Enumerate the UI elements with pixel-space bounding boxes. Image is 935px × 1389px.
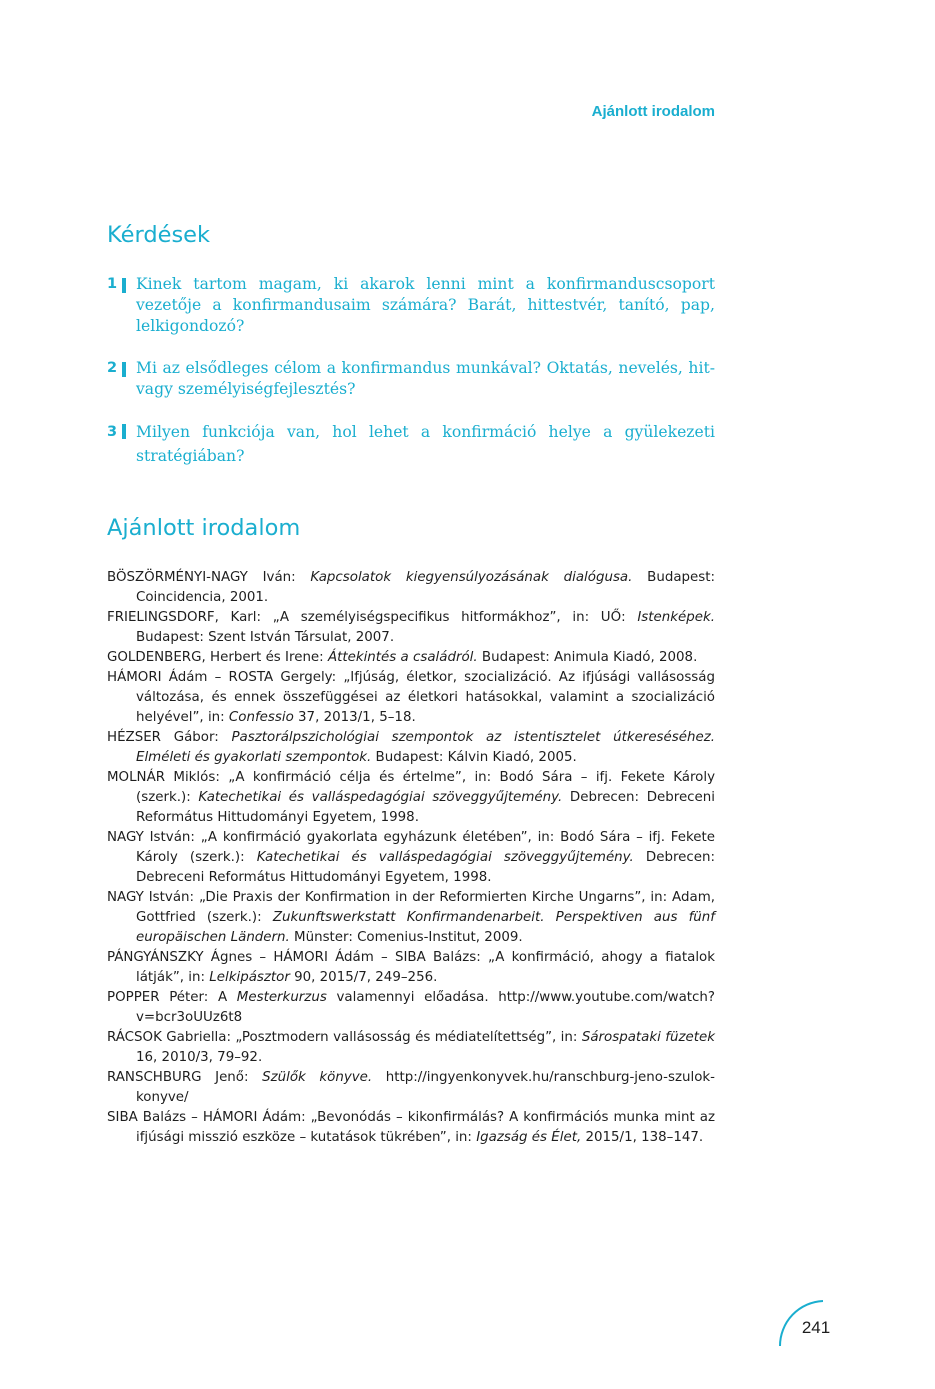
question-item bbox=[107, 274, 715, 337]
question-marker bbox=[122, 278, 126, 293]
bibliography-entry: MOLNÁR Miklós: „A konfirmáció célja és értelme”, in: Bodó Sára – ifj. Fekete Károly (szerk.): Katechetikai és valláspedagógiai szöveggyűjtemény. Debrecen: Debreceni Református Hittudományi Egyetem, 1998. bbox=[107, 770, 715, 825]
question-number: 3 bbox=[107, 424, 118, 440]
bibliography-entry: HÉZSER Gábor: Pasztorálpszichológiai szempontok az istentisztelet útkereséséhez. Elméleti és gyakorlati szempontok. Budapest: Kálvin Kiadó, 2005. bbox=[107, 730, 715, 765]
questions-section-title: Kérdések bbox=[107, 222, 211, 248]
bibliography-entry: POPPER Péter: A Mesterkurzus valamennyi előadása. http://www.youtube.com/watch?v=bcr3oUUz6t8 bbox=[107, 990, 715, 1025]
page-number: 241 bbox=[801, 1318, 831, 1337]
bibliography-entry: NAGY István: „A konfirmáció gyakorlata egyházunk életében”, in: Bodó Sára – ifj. Fekete Károly (szerk.): Katechetikai és valláspedagógiai szöveggyűjtemény. Debrecen: Debreceni Református Hittudományi Egyetem, 1998. bbox=[107, 830, 715, 885]
literature-section-title: Ajánlott irodalom bbox=[107, 515, 301, 541]
running-head: Ajánlott irodalom bbox=[591, 103, 715, 120]
question-item bbox=[107, 420, 715, 468]
question-item bbox=[107, 358, 715, 400]
bibliography-entry: RÁCSOK Gabriella: „Posztmodern vallásosság és médiatelítettség”, in: Sárospataki füzetek 16, 2010/3, 79–92. bbox=[107, 1030, 715, 1065]
question-marker bbox=[122, 424, 126, 439]
question-number: 2 bbox=[107, 360, 118, 376]
bibliography-list bbox=[107, 568, 715, 1148]
bibliography-entry: NAGY István: „Die Praxis der Konfirmation in der Reformierten Kirche Ungarns”, in: Adam, Gottfried (szerk.): Zukunftswerkstatt Konfirmandenarbeit. Perspektiven aus fünf europäischen Ländern. Münster: Comenius-Institut, 2009. bbox=[107, 890, 715, 945]
question-text: Kinek tartom magam, ki akarok lenni mint a konfirmanduscsoport vezetője a konfirmandusaim számára? Barát, hittestvér, tanító, pap, lelkigondozó? bbox=[136, 275, 715, 335]
question-number: 1 bbox=[107, 276, 118, 292]
bibliography-entry: FRIELINGSDORF, Karl: „A személyiségspecifikus hitformákhoz”, in: UŐ: Istenképek. Budapest: Szent István Társulat, 2007. bbox=[107, 610, 715, 645]
bibliography-entry: HÁMORI Ádám – ROSTA Gergely: „Ifjúság, életkor, szocializáció. Az ifjúsági vallásosság változása, és ennek összefüggései az életkori hatásokkal, valamint a szocializáció helyével”, in: Confessio 37, 2013/1, 5–18. bbox=[107, 670, 715, 725]
questions-list bbox=[107, 274, 715, 468]
question-text: Mi az elsődleges célom a konfirmandus munkával? Oktatás, nevelés, hit- vagy személyiségfejlesztés? bbox=[136, 359, 715, 398]
bibliography-entry: BÖSZÖRMÉNYI-NAGY Iván: Kapcsolatok kiegyensúlyozásának dialógusa. Budapest: Coincidencia, 2001. bbox=[107, 570, 715, 605]
question-text: Milyen funkciója van, hol lehet a konfirmáció helye a gyülekezeti stratégiában? bbox=[136, 423, 715, 465]
bibliography-entry: RANSCHBURG Jenő: Szülők könyve. http://ingyenkonyvek.hu/ranschburg-jeno-szulok-konyve/ bbox=[107, 1070, 716, 1105]
bibliography-entry: PÁNGYÁNSZKY Ágnes – HÁMORI Ádám – SIBA Balázs: „A konfirmáció, ahogy a fiatalok látják”, in: Lelkipásztor 90, 2015/7, 249–256. bbox=[107, 950, 715, 985]
bibliography-entry: GOLDENBERG, Herbert és Irene: Áttekintés a családról. Budapest: Animula Kiadó, 2008. bbox=[107, 650, 698, 665]
bibliography-entry: SIBA Balázs – HÁMORI Ádám: „Bevonódás – kikonfirmálás? A konfirmációs munka mint az ifjúsági misszió eszköze – kutatások tükrében”, in: Igazság és Élet, 2015/1, 138–147. bbox=[107, 1110, 715, 1145]
question-marker bbox=[122, 362, 126, 377]
